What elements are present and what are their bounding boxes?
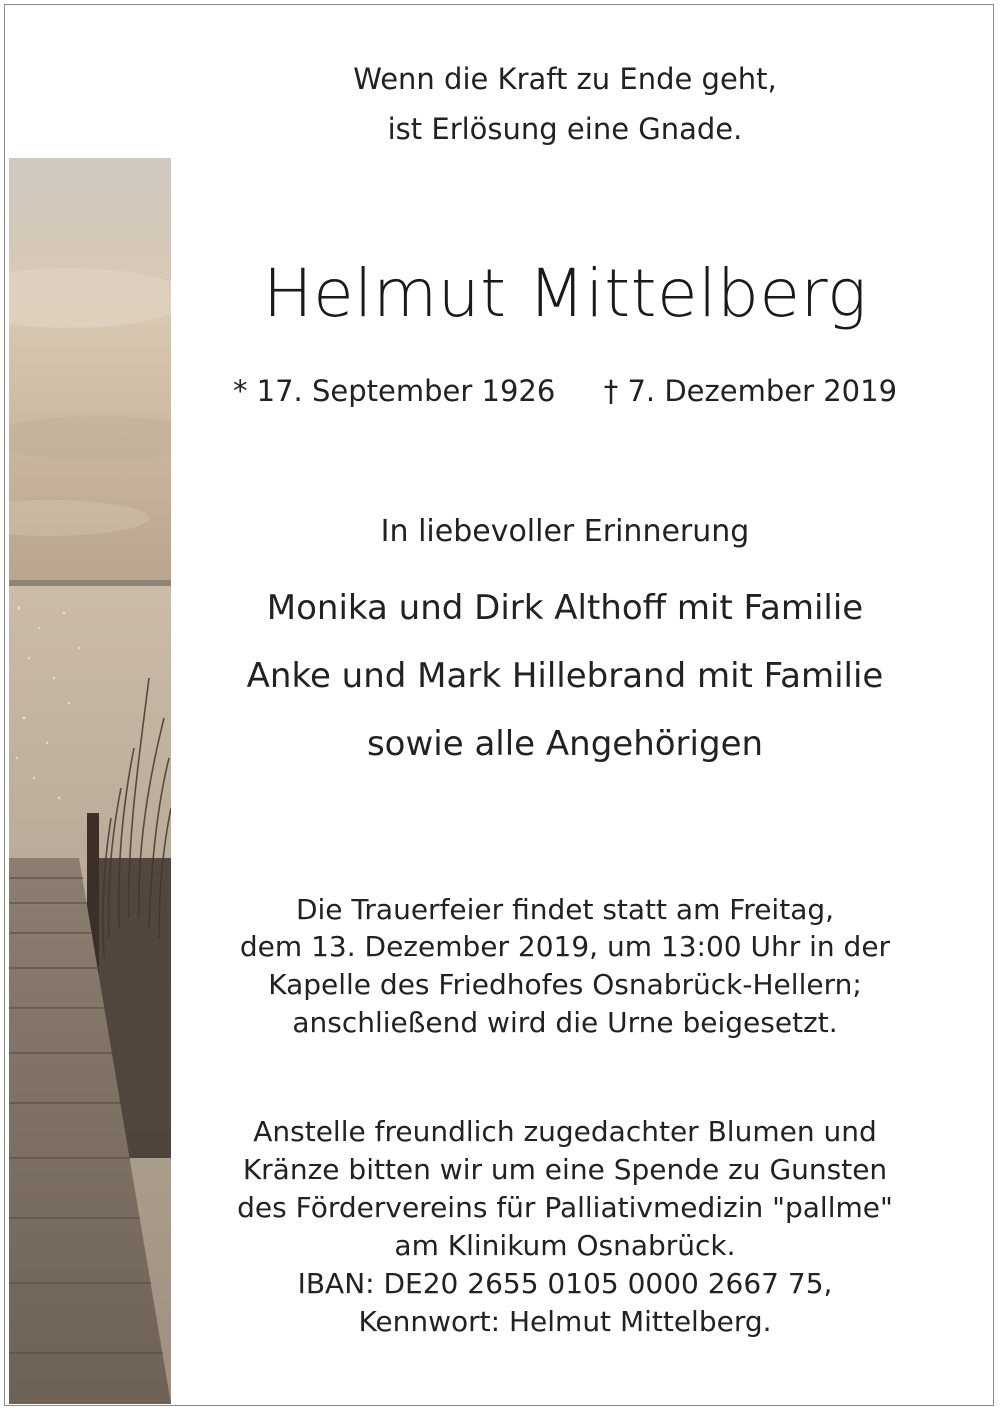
donation-line-3: des Fördervereins für Palliativmedizin "pallme" bbox=[237, 1191, 893, 1224]
funeral-info-line-1: Die Trauerfeier findet statt am Freitag, bbox=[295, 893, 835, 926]
donation-line-2: Kränze bitten wir um eine Spende zu Gunsten bbox=[242, 1153, 888, 1186]
donation-iban: IBAN: DE20 2655 0105 0000 2667 75, bbox=[297, 1267, 833, 1300]
lake-jetty-photo bbox=[9, 158, 171, 1404]
deceased-name: Helmut Mittelberg bbox=[262, 255, 868, 332]
funeral-info-line-4: anschließend wird die Urne beigesetzt. bbox=[292, 1006, 838, 1039]
mourner-line-2: Anke und Mark Hillebrand mit Familie bbox=[246, 656, 884, 696]
verse-line-2: ist Erlösung eine Gnade. bbox=[387, 112, 743, 146]
birth-date: * 17. September 1926 bbox=[232, 374, 556, 408]
memory-line: In liebevoller Erinnerung bbox=[380, 514, 750, 549]
donation-line-4: am Klinikum Osnabrück. bbox=[394, 1229, 736, 1262]
verse-line-1: Wenn die Kraft zu Ende geht, bbox=[353, 62, 777, 96]
obituary-text bbox=[180, 0, 950, 1412]
life-dates bbox=[180, 374, 950, 408]
donation-line-1: Anstelle freundlich zugedachter Blumen und bbox=[253, 1115, 877, 1148]
donation-keyword: Kennwort: Helmut Mittelberg. bbox=[358, 1305, 772, 1338]
funeral-info-line-3: Kapelle des Friedhofes Osnabrück-Hellern; bbox=[268, 968, 862, 1001]
death-date: † 7. Dezember 2019 bbox=[603, 374, 898, 408]
funeral-info-line-2: dem 13. Dezember 2019, um 13:00 Uhr in der bbox=[239, 930, 891, 963]
mourner-line-3: sowie alle Angehörigen bbox=[366, 724, 764, 764]
mourner-line-1: Monika und Dirk Althoff mit Familie bbox=[266, 588, 864, 628]
